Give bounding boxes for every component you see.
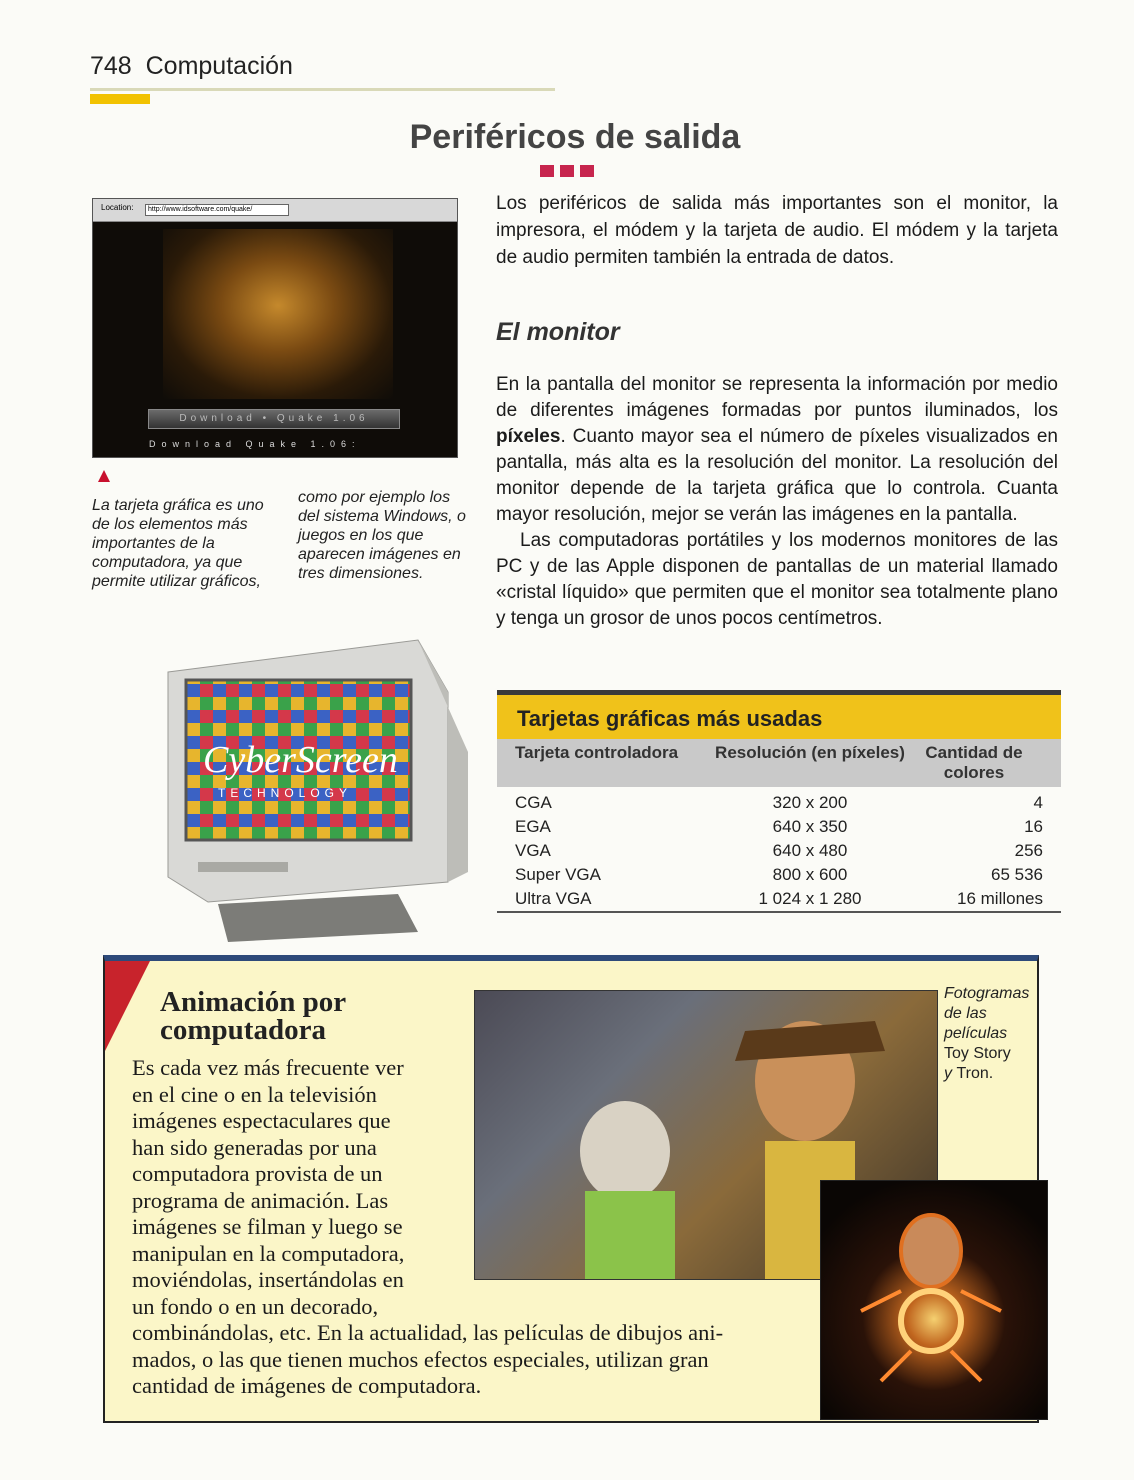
location-label: Location: <box>101 203 134 212</box>
table-row: CGA 320 x 200 4 <box>515 793 1043 812</box>
table-row: Super VGA 800 x 600 65 536 <box>515 865 1043 884</box>
header-accent <box>90 94 150 104</box>
table-row: EGA 640 x 350 16 <box>515 817 1043 836</box>
game-footer-text: Download Quake 1.06: <box>149 439 361 449</box>
box-paragraph: Es cada vez más frecuente ver en el cine o en la televisión imágenes espectaculares que han sido generadas por una computadora provista de un programa de animación. Las imágenes se filman y luego se manipulan en la computadora, moviéndolas, insertándolas en un fondo o en un decorado, combinándolas, etc. En la actualidad, las películas de dibujos ani- mados, o las que tienen muchos efectos especiales, utilizan gran cantidad de imágenes de computadora. <box>132 1055 724 1398</box>
table-header-cell: Resolución (en píxeles) <box>715 743 905 762</box>
page-header <box>90 52 293 81</box>
table-header-row <box>497 739 1061 787</box>
section-heading-monitor: El monitor <box>496 318 620 346</box>
intro-paragraph: Los periféricos de salida más importantes son el monitor, la impresora, el módem y la tarjeta de audio. El módem y la tarjeta de audio permiten también la entrada de datos. <box>496 193 1058 268</box>
section-name: Computación <box>145 52 293 80</box>
title-ornament <box>540 165 600 179</box>
monitor-paragraph-1: En la pantalla del monitor se representa la información por medio de diferentes imágenes formadas por puntos iluminados, los píxeles. Cuanto mayor sea el número de píxeles visualizados en pantalla, más alta es la resolución del monitor. La resolución del monitor depende de la tarjeta gráfica que lo controla. Cuanta mayor resolución, mejor se verán las imágenes en la pantalla. <box>496 374 1058 525</box>
game-creatures-image <box>163 229 393 399</box>
monitor-text <box>496 372 1058 632</box>
table-header-cell: Tarjeta controladora <box>515 743 679 762</box>
header-rule <box>90 88 555 91</box>
triangle-marker-icon <box>98 470 110 482</box>
box-title: Animación por computadora <box>160 986 346 1046</box>
crt-monitor-image <box>148 632 468 942</box>
game-screenshot <box>92 198 458 458</box>
monitor-paragraph-2: Las computadoras portátiles y los modernos monitores de las PC y de las Apple disponen de pantallas de un material llamado «cristal líquido» que permiten que el monitor sea totalmente plano y tenga un grosor de unos pocos centímetros. <box>496 530 1058 629</box>
table-row: VGA 640 x 480 256 <box>515 841 1043 860</box>
game-title-bar: Download • Quake 1.06 <box>148 409 400 429</box>
table-row: Ultra VGA 1 024 x 1 280 16 millones <box>515 889 1043 908</box>
graphics-cards-table <box>497 690 1061 913</box>
caption-left: La tarjeta gráfica es uno de los elementos más importantes de la computadora, ya que permite utilizar gráficos, <box>92 497 264 590</box>
keyword-pixeles: píxeles <box>496 426 561 447</box>
page-number: 748 <box>90 52 132 80</box>
table-title: Tarjetas gráficas más usadas <box>497 695 1061 739</box>
tron-frame-image <box>820 1180 1048 1420</box>
photo-caption: Fotogramas de las películas Toy Story y Tron. <box>944 985 1030 1082</box>
location-url: http://www.idsoftware.com/quake/ <box>145 204 289 216</box>
table-header-cell: Cantidad de colores <box>925 743 1023 782</box>
technology-logo-text: TECHNOLOGY <box>218 786 353 800</box>
cyberscreen-logo-text: CyberScreen <box>203 739 398 781</box>
page-title: Periféricos de salida <box>409 118 741 156</box>
box-corner-decoration <box>105 961 150 1051</box>
browser-location-bar <box>93 199 457 222</box>
caption-right: como por ejemplo los del sistema Windows, o juegos en los que aparecen imágenes en tres dimensiones. <box>298 489 466 582</box>
